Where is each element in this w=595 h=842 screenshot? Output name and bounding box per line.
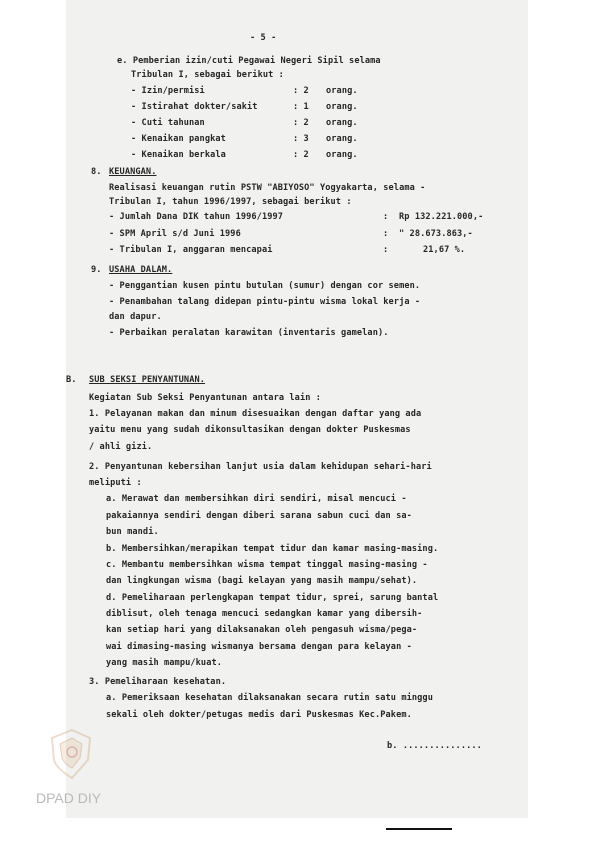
leave-item-unit: orang.: [326, 150, 358, 160]
leave-item-label: - Cuti tahunan: [131, 118, 205, 128]
leave-item-unit: orang.: [326, 134, 358, 144]
internal-work-line: dan dapur.: [109, 312, 162, 322]
leave-item-value: : 1: [293, 102, 309, 112]
item-2c-line: c. Membantu membersihkan wisma tempat tinggal masing-masing -: [106, 560, 428, 570]
item-2d-line: yang masih mampu/kuat.: [106, 658, 223, 668]
leave-header-cont: Tribulan I, sebagai berikut :: [131, 70, 284, 80]
leave-item-label: - Kenaikan pangkat: [131, 134, 226, 144]
item-1-line: / ahli gizi.: [89, 442, 153, 452]
item-2-line: meliputi :: [89, 478, 142, 488]
dpad-seal-logo: [50, 728, 94, 780]
finance-text: Realisasi keuangan rutin PSTW "ABIYOSO" Yogyakarta, selama -: [109, 183, 426, 193]
section-b-intro: Kegiatan Sub Seksi Penyantunan antara lain :: [89, 393, 322, 403]
section-b-heading: SUB SEKSI PENYANTUNAN.: [89, 375, 206, 385]
section-b-number: B.: [66, 375, 77, 385]
item-2b-line: b. Membersihkan/merapikan tempat tidur dan kamar masing-masing.: [106, 544, 439, 554]
item-2d-line: wai dimasing-masing wismanya bersama dengan para kelayan -: [106, 642, 412, 652]
leave-item-unit: orang.: [326, 86, 358, 96]
leave-item-value: : 2: [293, 86, 309, 96]
internal-work-line: - Penggantian kusen pintu butulan (sumur) dengan cor semen.: [109, 281, 421, 291]
item-1-line: yaitu menu yang sudah dikonsultasikan dengan dokter Puskesmas: [89, 425, 411, 435]
item-2d-line: diblisut, oleh tenaga mencuci sedangkan kamar yang dibersih-: [106, 609, 423, 619]
finance-item-sep: :: [383, 245, 389, 255]
bottom-rule: [386, 828, 452, 830]
finance-item-label: - Tribulan I, anggaran mencapai: [109, 245, 273, 255]
leave-item-value: : 2: [293, 118, 309, 128]
finance-text: Tribulan I, tahun 1996/1997, sebagai berikut :: [109, 197, 352, 207]
item-3a-line: a. Pemeriksaan kesehatan dilaksanakan secara rutin satu minggu: [106, 693, 433, 703]
item-3a-line: sekali oleh dokter/petugas medis dari Puskesmas Kec.Pakem.: [106, 710, 412, 720]
section-9-number: 9.: [91, 265, 102, 275]
continuation-marker: b. ...............: [387, 741, 482, 751]
item-2a-line: bun mandi.: [106, 527, 159, 537]
item-2a-line: pakaiannya sendiri dengan diberi sarana sabun cuci dan sa-: [106, 511, 412, 521]
item-2c-line: dan lingkungan wisma (bagi kelayan yang masih mampu/sehat).: [106, 576, 418, 586]
leave-item-label: - Izin/permisi: [131, 86, 205, 96]
dpad-watermark-text: DPAD DIY: [36, 790, 102, 806]
item-2d-line: kan setiap hari yang dilaksanakan oleh pengasuh wisma/pega-: [106, 625, 418, 635]
leave-item-unit: orang.: [326, 102, 358, 112]
section-9-heading: USAHA DALAM.: [109, 265, 173, 275]
section-8-number: 8.: [91, 167, 102, 177]
finance-item-value: 21,67 %.: [423, 245, 466, 255]
internal-work-line: - Penambahan talang didepan pintu-pintu wisma lokal kerja -: [109, 297, 421, 307]
finance-item-sep: :: [383, 229, 389, 239]
leave-item-unit: orang.: [326, 118, 358, 128]
leave-item-label: - Kenaikan berkala: [131, 150, 226, 160]
item-2-line: 2. Penyantunan kebersihan lanjut usia dalam kehidupan sehari-hari: [89, 462, 432, 472]
finance-item-value: " 28.673.863,-: [399, 229, 473, 239]
page-number: - 5 -: [250, 33, 277, 43]
item-1-line: 1. Pelayanan makan dan minum disesuaikan dengan daftar yang ada: [89, 409, 422, 419]
finance-item-label: - SPM April s/d Juni 1996: [109, 229, 241, 239]
finance-item-value: Rp 132.221.000,-: [399, 212, 484, 222]
leave-item-value: : 2: [293, 150, 309, 160]
item-3-heading: 3. Pemeliharaan kesehatan.: [89, 677, 227, 687]
finance-item-sep: :: [383, 212, 389, 222]
internal-work-line: - Perbaikan peralatan karawitan (inventaris gamelan).: [109, 328, 389, 338]
item-2a-line: a. Merawat dan membersihkan diri sendiri, misal mencuci -: [106, 494, 407, 504]
leave-header: e. Pemberian izin/cuti Pegawai Negeri Sipil selama: [117, 56, 381, 66]
section-8-heading: KEUANGAN.: [109, 167, 157, 177]
leave-item-label: - Istirahat dokter/sakit: [131, 102, 258, 112]
leave-item-value: : 3: [293, 134, 309, 144]
item-2d-line: d. Pemeliharaan perlengkapan tempat tidur, sprei, sarung bantal: [106, 593, 439, 603]
finance-item-label: - Jumlah Dana DIK tahun 1996/1997: [109, 212, 284, 222]
